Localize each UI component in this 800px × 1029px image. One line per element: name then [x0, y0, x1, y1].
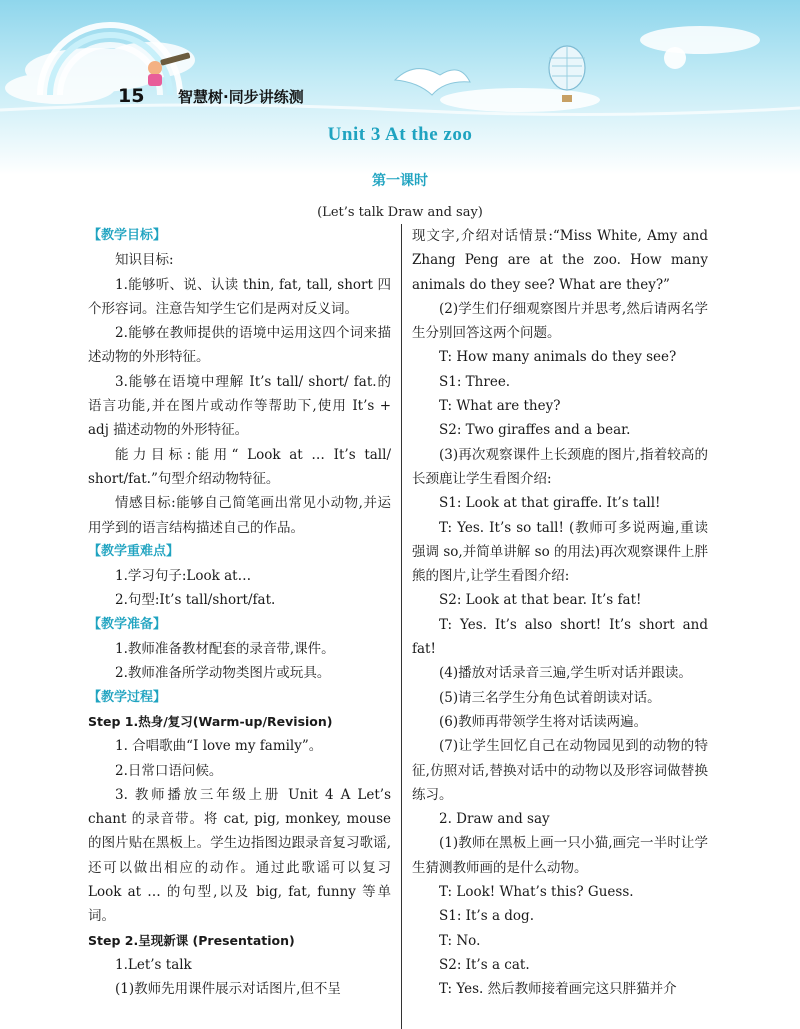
column-divider	[401, 224, 402, 1029]
paragraph: 3.能够在语境中理解 It’s tall/ short/ fat.的语言功能,并在图片或动作等帮助下,使用 It’s + adj 描述动物的外形特征。	[88, 373, 391, 439]
paragraph: S1: Look at that giraffe. It’s tall!	[439, 495, 661, 512]
paragraph: T: Look! What’s this? Guess.	[439, 884, 634, 901]
paragraph: 现文字,介绍对话情景:“Miss White, Amy and Zhang Peng are at the zoo. How many animals do they see? What are they?”	[412, 228, 708, 293]
paragraph: S1: Three.	[439, 373, 511, 390]
paragraph: (6)教师再带领学生将对话读两遍。	[439, 713, 648, 730]
paragraph: (1)教师在黑板上画一只小猫,画完一半时让学生猜测教师画的是什么动物。	[412, 835, 708, 876]
paragraph: 1.能够听、说、认读 thin, fat, tall, short 四个形容词。注意告知学生它们是两对反义词。	[88, 276, 391, 317]
paragraph: T: No.	[439, 932, 481, 949]
sun-icon	[664, 47, 686, 69]
paragraph: T: What are they?	[439, 398, 561, 415]
paragraph: (7)让学生回忆自己在动物园见到的动物的特征,仿照对话,替换对话中的动物以及形容词做替换练习。	[412, 738, 708, 803]
paragraph: S2: It’s a cat.	[439, 956, 530, 973]
paragraph: T: Yes. It’s so tall! (教师可多说两遍,重读强调 so,并简单讲解 so 的用法)再次观察课件上胖熊的图片,让学生看图介绍:	[412, 519, 708, 585]
paragraph: 2.日常口语问候。	[115, 762, 223, 779]
bird-icon	[395, 69, 470, 95]
paragraph: 2.能够在教师提供的语境中运用这四个词来描述动物的外形特征。	[88, 325, 391, 366]
section-heading: 【教学目标】	[88, 228, 167, 243]
paragraph: 1.学习句子:Look at…	[115, 568, 252, 585]
page-number: 15	[118, 85, 145, 107]
right-column	[412, 224, 708, 1002]
paragraph: T: How many animals do they see?	[439, 349, 677, 366]
lesson-subtitle: (Let’s talk Draw and say)	[317, 205, 483, 220]
paragraph: 3. 教师播放三年级上册 Unit 4 A Let’s chant 的录音带。将 cat, pig, monkey, mouse 的图片贴在黑板上。学生边指图边跟录音复习歌谣,还可以做出相应的动作。通过此歌谣可以复习 Look at … 的句型,以及 big, fat, funny 等单词。	[88, 786, 391, 925]
paragraph: 情感目标:能够自己简笔画出常见小动物,并运用学到的语言结构描述自己的作品。	[88, 495, 391, 536]
step-heading: Step 1.热身/复习(Warm-up/Revision)	[88, 713, 333, 729]
section-heading: 【教学过程】	[88, 689, 167, 705]
paragraph: 知识目标:	[115, 252, 174, 269]
paragraph: (5)请三名学生分角色试着朗读对话。	[439, 689, 661, 706]
unit-title: Unit 3 At the zoo	[327, 124, 473, 145]
step-heading: Step 2.呈现新课 (Presentation)	[88, 932, 295, 948]
section-heading: 【教学重难点】	[88, 543, 180, 559]
paragraph: (1)教师先用课件展示对话图片,但不呈	[115, 981, 341, 998]
paragraph: S2: Look at that bear. It’s fat!	[439, 592, 642, 609]
paragraph: S2: Two giraffes and a bear.	[439, 422, 631, 439]
paragraph: T: Yes. 然后教师接着画完这只胖猫并介	[439, 981, 677, 998]
paragraph: 能力目标:能用“ Look at … It’s tall/ short/fat.”句型介绍动物特征。	[88, 446, 391, 487]
header-banner	[0, 0, 800, 175]
paragraph: 2.教师准备所学动物类图片或玩具。	[115, 665, 331, 682]
lesson-title: 第一课时	[372, 173, 428, 189]
paragraph: 1.Let’s talk	[115, 956, 192, 973]
paragraph: 1. 合唱歌曲“I love my family”。	[115, 738, 323, 755]
paragraph: (2)学生们仔细观察图片并思考,然后请两名学生分别回答这两个问题。	[412, 300, 708, 342]
paragraph: 2.句型:It’s tall/short/fat.	[115, 592, 276, 609]
paragraph: (4)播放对话录音三遍,学生听对话并跟读。	[439, 665, 692, 682]
paragraph: (3)再次观察课件上长颈鹿的图片,指着较高的长颈鹿让学生看图介绍:	[412, 446, 708, 487]
left-column	[88, 224, 391, 1002]
paragraph: T: Yes. It’s also short! It’s short and fat!	[412, 616, 708, 658]
paragraph: S1: It’s a dog.	[439, 908, 534, 925]
section-heading: 【教学准备】	[88, 616, 167, 632]
series-title: 智慧树·同步讲练测	[178, 88, 304, 106]
paragraph: 2. Draw and say	[439, 811, 550, 828]
paragraph: 1.教师准备教材配套的录音带,课件。	[115, 641, 335, 658]
